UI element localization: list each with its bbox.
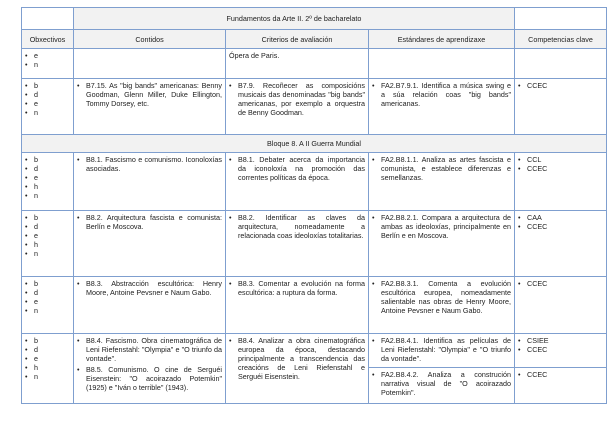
table-row [22,49,607,79]
table-row [22,277,607,334]
objective-item: • b [25,279,70,288]
column-header-contents: Contidos [74,30,226,49]
objective-item: • h [25,182,70,191]
objectives-cell [22,49,74,79]
competence-item: • CAA [518,213,603,222]
table-title: Fundamentos da Arte II. 2º de bacharelato [74,8,515,30]
objective-item: • e [25,297,70,306]
table-row [22,79,607,135]
competence-item: • CCEC [518,345,603,354]
content-item: • B8.2. Arquitectura fascista e comunista: Berlín e Moscova. [77,213,222,231]
content-cell [74,153,226,211]
table-row [22,153,607,211]
objectives-cell [22,334,74,404]
objective-item: • e [25,51,70,60]
competence-item: • CCEC [518,370,603,379]
competences-cell [515,277,607,334]
objectives-cell [22,153,74,211]
content-cell [74,79,226,135]
criteria-item: • B8.2. Identificar as claves da arquitectura, nomeadamente a relacionada coas ideoloxías totalitarias. [229,213,365,240]
criteria-item: • B8.1. Debater acerca da importancia da iconoloxía na promoción das correntes políticas da época. [229,155,365,182]
objective-item: • e [25,99,70,108]
content-cell [74,49,226,79]
objective-item: • h [25,363,70,372]
standards-item: • FA2.B7.9.1. Identifica a música swing e a súa relación coas "big bands" americanas. [372,81,511,108]
criteria-cell: Ópera de Paris. [226,49,369,79]
objective-item: • d [25,90,70,99]
criteria-cell [226,277,369,334]
standards-item: • FA2.B8.1.1. Analiza as artes fascista e comunista, e establece diferenzas e semellanzas. [372,155,511,182]
content-item: • B8.4. Fascismo. Obra cinematográfica de Leni Riefenstahl: "Olympia" e "O triunfo da vontade". [77,336,222,363]
curriculum-table [21,7,607,404]
empty-corner-cell [515,8,607,30]
criteria-item: • B8.3. Comentar a evolución na forma escultórica: a ruptura da forma. [229,279,365,297]
competences-cell [515,79,607,135]
table-row [22,211,607,277]
standards-cell [369,368,515,404]
content-item: • B7.15. As "big bands" americanas: Benny Goodman, Glenn Miller, Duke Ellington, Tommy Dorsey, etc. [77,81,222,108]
criteria-cell [226,153,369,211]
standards-item: • FA2.B8.3.1. Comenta a evolución escultórica europea, nomeadamente salientable nas obras de Henry Moore, Antoine Pevsner e Naum Gabo. [372,279,511,315]
standards-item: • FA2.B8.4.1. Identifica as películas de Leni Riefenstahl: "Olympia" e "O triunfo da vontade". [372,336,511,363]
content-cell [74,211,226,277]
criteria-cell [226,211,369,277]
table-row [22,334,607,368]
objective-item: • d [25,222,70,231]
objective-item: • e [25,231,70,240]
competence-item: • CCEC [518,222,603,231]
objective-item: • e [25,173,70,182]
criteria-cell [226,79,369,135]
objective-item: • b [25,81,70,90]
competence-item: • CCEC [518,279,603,288]
competence-item: • CCEC [518,164,603,173]
objective-item: • n [25,108,70,117]
objective-item: • d [25,345,70,354]
objectives-cell [22,277,74,334]
objective-item: • e [25,354,70,363]
criteria-item: • B7.9. Recoñecer as composicións musicais das denominadas "big bands" americanas, por exemplo a orquestra de Benny Goodman. [229,81,365,117]
column-header-objectives: Obxectivos [22,30,74,49]
column-header-criteria: Criterios de avaliación [226,30,369,49]
standards-cell [369,277,515,334]
objective-item: • h [25,240,70,249]
competences-cell [515,153,607,211]
objective-item: • n [25,372,70,381]
competence-item: • CCEC [518,81,603,90]
objective-item: • b [25,336,70,345]
objective-item: • n [25,60,70,69]
content-item: • B8.3. Abstracción escultórica: Henry Moore, Antoine Pevsner e Naum Gabo. [77,279,222,297]
standards-cell [369,153,515,211]
competence-item: • CCL [518,155,603,164]
objectives-cell [22,79,74,135]
standards-item: • FA2.B8.4.2. Analiza a construción narrativa visual de "O acoirazado Potemkin". [372,370,511,397]
objective-item: • b [25,155,70,164]
standards-cell [369,79,515,135]
standards-item: • FA2.B8.2.1. Compara a arquitectura de ambas as ideoloxías, principalmente en Berlín e en Moscova. [372,213,511,240]
competences-cell [515,368,607,404]
empty-corner-cell [22,8,74,30]
standards-cell [369,49,515,79]
competence-item: • CSIEE [518,336,603,345]
objective-item: • d [25,288,70,297]
content-item: • B8.5. Comunismo. O cine de Serguéi Eisenstein: "O acoirazado Potemkin" (1925) e "Iván o terrible" (1943). [77,365,222,392]
competences-cell [515,211,607,277]
objective-item: • n [25,191,70,200]
content-cell [74,277,226,334]
objective-item: • d [25,164,70,173]
objective-item: • n [25,306,70,315]
content-item: • B8.1. Fascismo e comunismo. Iconoloxías asociadas. [77,155,222,173]
objective-item: • n [25,249,70,258]
block-heading: Bloque 8. A II Guerra Mundial [22,135,607,153]
content-cell [74,334,226,404]
column-header-competences: Competencias clave [515,30,607,49]
objective-item: • b [25,213,70,222]
column-header-standards: Estándares de aprendizaxe [369,30,515,49]
objectives-cell [22,211,74,277]
criteria-item: • B8.4. Analizar a obra cinematográfica europea da época, destacando principalmente a transcendencia das creacións de Leni Riefenstahl e Serguéi Eisenstein. [229,336,365,381]
criteria-cell [226,334,369,404]
standards-cell [369,211,515,277]
standards-cell [369,334,515,368]
competences-cell [515,334,607,368]
competences-cell [515,49,607,79]
